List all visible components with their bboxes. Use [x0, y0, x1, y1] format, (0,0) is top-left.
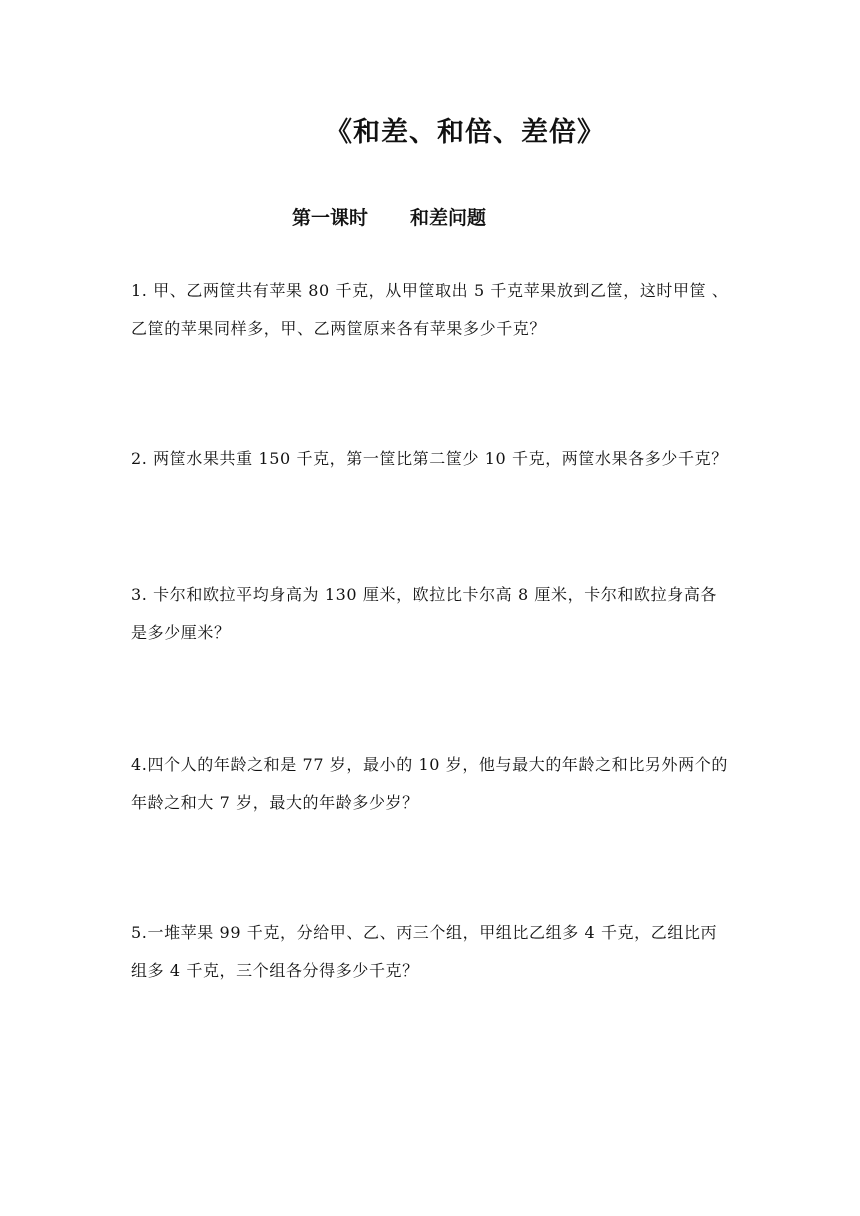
question-4-line-2: 年龄之和大 7 岁，最大的年龄多少岁？	[131, 793, 419, 812]
question-4	[131, 746, 735, 822]
question-1-line-1: 1. 甲、乙两筐共有苹果 80 千克，从甲筐取出 5 千克苹果放到乙筐，这时甲筐 、	[131, 281, 729, 300]
document-title: 《和差、和倍、差倍》	[325, 117, 605, 148]
question-1	[131, 272, 735, 348]
question-5-line-2: 组多 4 千克，三个组各分得多少千克？	[131, 961, 419, 980]
question-3-line-2: 是多少厘米？	[131, 623, 231, 642]
question-2-line-1: 2. 两筐水果共重 150 千克，第一筐比第二筐少 10 千克，两筐水果各多少千克？	[131, 449, 728, 468]
lesson-heading	[292, 203, 486, 230]
question-1-line-2: 乙筐的苹果同样多，甲、乙两筐原来各有苹果多少千克？	[131, 319, 547, 338]
question-5	[131, 914, 735, 990]
question-4-line-1: 4.四个人的年龄之和是 77 岁，最小的 10 岁，他与最大的年龄之和比另外两个的	[131, 755, 728, 774]
lesson-topic: 和差问题	[410, 207, 487, 229]
lesson-number: 第一课时	[292, 207, 369, 229]
question-3-line-1: 3. 卡尔和欧拉平均身高为 130 厘米，欧拉比卡尔高 8 厘米，卡尔和欧拉身高各	[131, 585, 718, 604]
question-2	[131, 440, 735, 478]
question-3	[131, 576, 735, 652]
question-5-line-1: 5.一堆苹果 99 千克，分给甲、乙、丙三个组，甲组比乙组多 4 千克，乙组比丙	[131, 923, 718, 942]
